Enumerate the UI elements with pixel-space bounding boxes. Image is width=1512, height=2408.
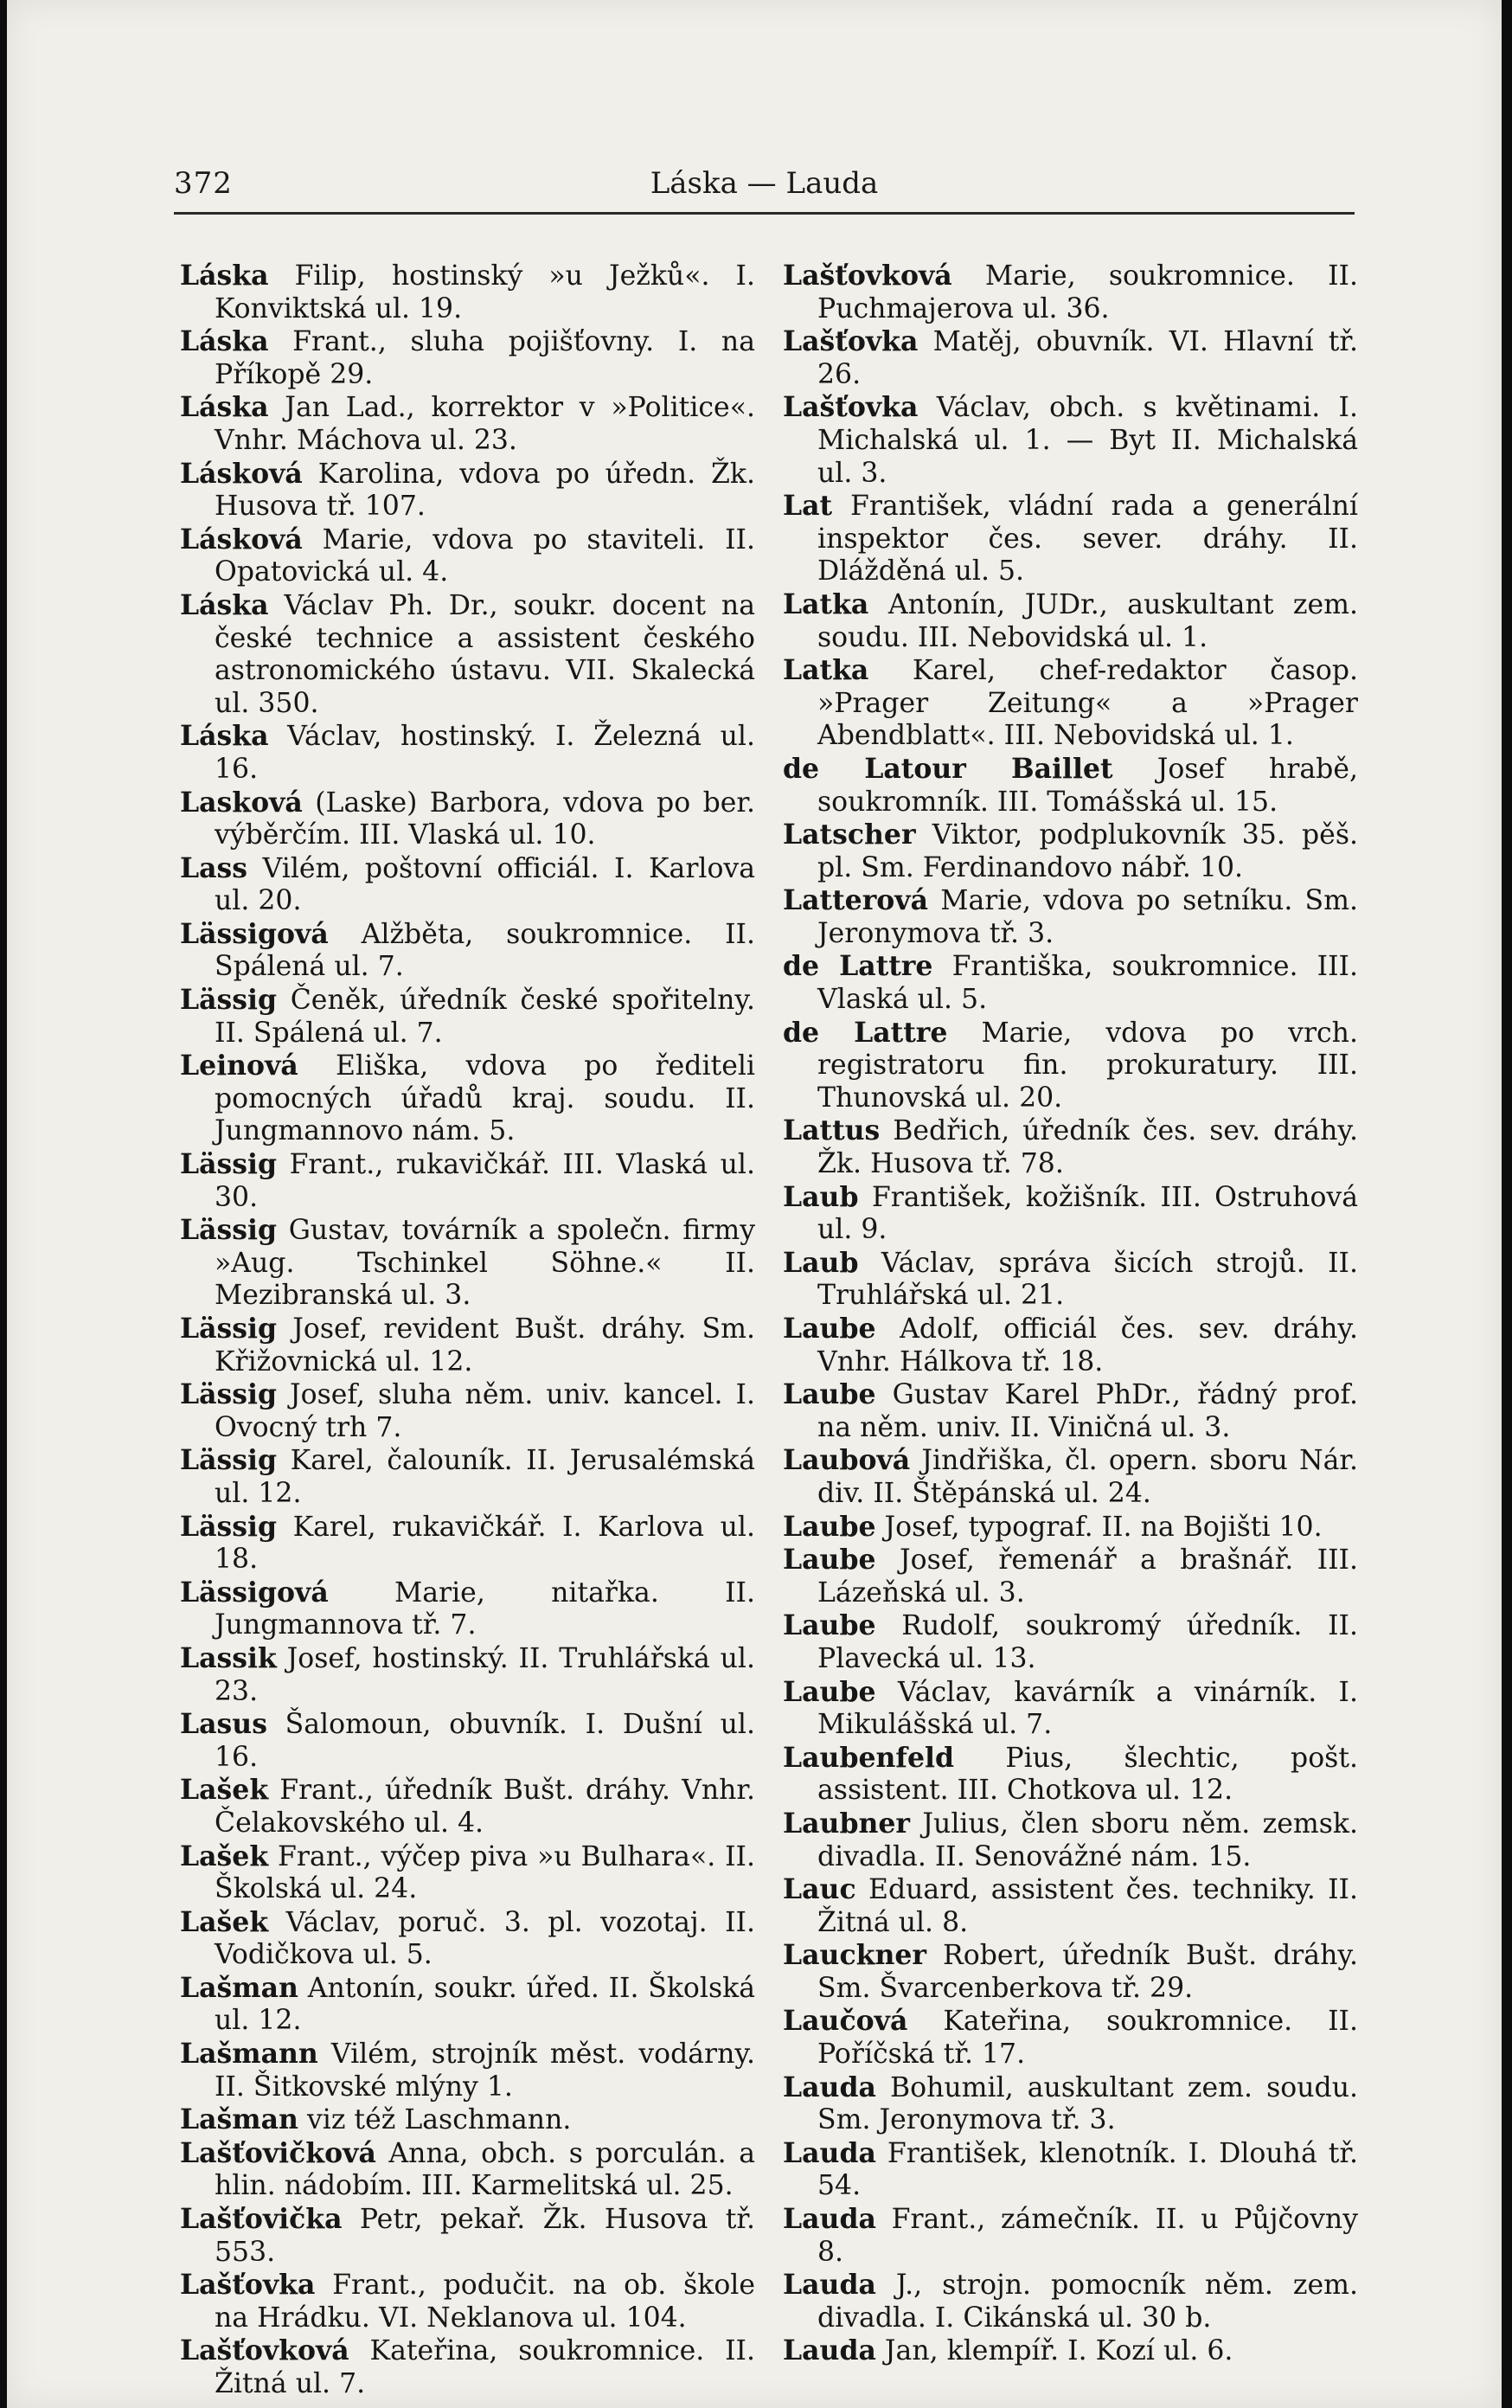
directory-entry xyxy=(180,787,755,852)
entry-details: František, vládní rada a generální inspektor čes. sever. dráhy. II. Dlážděná ul. 5. xyxy=(817,491,1358,588)
directory-entry xyxy=(180,2038,755,2103)
entry-details: Gustav Karel PhDr., řádný prof. na něm. univ. II. Viničná ul. 3. xyxy=(817,1379,1358,1443)
directory-entry xyxy=(180,1511,755,1576)
entry-surname: Laubová xyxy=(783,1444,911,1477)
entry-details: Marie, vdova po staviteli. II. Opatovická ul. 4. xyxy=(215,523,755,588)
directory-entry xyxy=(180,852,755,918)
directory-entry xyxy=(180,2334,755,2400)
entry-surname: Laub xyxy=(783,1246,859,1279)
directory-entry xyxy=(180,391,755,457)
entry-surname: Lassik xyxy=(180,1641,277,1674)
entry-details: Václav, správa šicích strojů. II. Truhlářská ul. 21. xyxy=(817,1247,1358,1312)
entry-details: Frant., podučit. na ob. škole na Hrádku. VI. Neklanova ul. 104. xyxy=(215,2270,755,2334)
directory-entry xyxy=(783,1808,1358,1873)
entry-details: Josef, sluha něm. univ. kancel. I. Ovocný trh 7. xyxy=(215,1379,755,1443)
directory-entry xyxy=(180,1378,755,1444)
entry-details: Antonín, soukr. úřed. II. Školská ul. 12. xyxy=(215,1972,755,2037)
entry-details: Adolf, officiál čes. sev. dráhy. Vnhr. Hálkova tř. 18. xyxy=(817,1313,1358,1377)
entry-surname: Lasková xyxy=(180,786,303,819)
entry-details: Frant., sluha pojišťovny. I. na Příkopě 29. xyxy=(215,326,755,390)
directory-entry xyxy=(783,1742,1358,1808)
entry-surname: Lašek xyxy=(180,1774,269,1807)
entry-surname: Lašmann xyxy=(180,2038,318,2071)
directory-entry xyxy=(180,1313,755,1378)
directory-entry xyxy=(180,2103,755,2137)
entry-surname: Lässig xyxy=(180,1378,278,1411)
entry-details: Alžběta, soukromnice. II. Spálená ul. 7. xyxy=(215,918,755,983)
directory-entry xyxy=(180,523,755,589)
entry-surname: Lauckner xyxy=(783,1939,927,1972)
left-column xyxy=(180,260,755,2401)
entry-surname: Laubner xyxy=(783,1807,911,1840)
entry-surname: Laub xyxy=(783,1180,859,1213)
directory-entry xyxy=(180,1576,755,1642)
entry-surname: Lašťovková xyxy=(783,260,952,292)
entry-surname: Lat xyxy=(783,490,833,523)
entry-details: Frant., zámečník. II. u Půjčovny 8. xyxy=(817,2204,1358,2268)
entry-surname: Lauc xyxy=(783,1873,856,1906)
directory-entry xyxy=(783,654,1358,753)
entry-details: Marie, soukromnice. II. Puchmajerova ul. 36. xyxy=(817,260,1358,324)
entry-surname: de Lattre xyxy=(783,1016,948,1049)
entry-details: Robert, úředník Bušt. dráhy. Sm. Švarcenberkova tř. 29. xyxy=(817,1940,1358,2004)
entry-surname: Lašťovičková xyxy=(180,2136,376,2169)
directory-entry xyxy=(180,2269,755,2334)
entry-surname: Lass xyxy=(180,851,248,884)
directory-entry xyxy=(783,884,1358,950)
entry-details: Marie, vdova po vrch. registratoru fin. prokuratury. III. Thunovská ul. 20. xyxy=(817,1017,1358,1114)
entry-details: Karel, čalouník. II. Jerusalémská ul. 12. xyxy=(215,1445,755,1509)
entry-surname: Laubenfeld xyxy=(783,1741,955,1774)
entry-details: Frant., výčep piva »u Bulhara«. II. Školská ul. 24. xyxy=(215,1840,755,1905)
directory-entry xyxy=(783,1017,1358,1115)
entry-surname: Lašťovka xyxy=(783,325,919,358)
directory-entry xyxy=(783,1511,1358,1544)
entry-surname: Lattus xyxy=(783,1114,881,1147)
entry-surname: Laučová xyxy=(783,2005,908,2038)
entry-surname: Lässig xyxy=(180,1214,278,1247)
entry-surname: de Latour Baillet xyxy=(783,752,1113,785)
entry-details: Antonín, JUDr., auskultant zem. soudu. III. Nebovidská ul. 1. xyxy=(817,588,1358,653)
entry-details: Eliška, vdova po řediteli pomocných úřadů kraj. soudu. II. Jungmannovo nám. 5. xyxy=(215,1050,755,1147)
directory-entry xyxy=(783,1544,1358,1609)
directory-entry xyxy=(180,720,755,786)
directory-entry xyxy=(180,260,755,325)
directory-entry xyxy=(180,1840,755,1906)
entry-surname: Láska xyxy=(180,325,269,358)
entry-surname: de Lattre xyxy=(783,950,933,983)
directory-entry xyxy=(783,1939,1358,2005)
entry-surname: Lásková xyxy=(180,457,303,490)
directory-entry xyxy=(180,2203,755,2269)
entry-surname: Lašťovička xyxy=(180,2203,343,2236)
entry-details: Šalomoun, obuvník. I. Dušní ul. 16. xyxy=(215,1709,755,1773)
entry-surname: Laube xyxy=(783,1609,876,1642)
entry-details: viz též Laschmann. xyxy=(298,2104,572,2136)
entry-details: Filip, hostinský »u Ježků«. I. Konviktská ul. 19. xyxy=(215,260,755,324)
directory-entry xyxy=(180,2137,755,2203)
entry-surname: Lässigová xyxy=(180,917,329,950)
entry-details: Kateřina, soukromnice. II. Poříčská tř. 17. xyxy=(817,2006,1358,2071)
entry-details: J., strojn. pomocník něm. zem. divadla. I. Cikánská ul. 30 b. xyxy=(817,2270,1358,2334)
directory-entry xyxy=(783,2334,1358,2368)
directory-entry xyxy=(783,2071,1358,2137)
directory-entry xyxy=(783,588,1358,654)
entry-surname: Latterová xyxy=(783,884,929,917)
entry-surname: Lässig xyxy=(180,984,278,1017)
entry-surname: Lässig xyxy=(180,1444,278,1477)
entry-details: František, klenotník. I. Dlouhá tř. 54. xyxy=(817,2137,1358,2202)
entry-details: Jindřiška, čl. opern. sboru Nár. div. II. Štěpánská ul. 24. xyxy=(817,1445,1358,1509)
entry-surname: Lašťovková xyxy=(180,2334,349,2367)
directory-entry xyxy=(783,1378,1358,1444)
entry-surname: Laube xyxy=(783,1510,876,1543)
directory-entry xyxy=(783,2005,1358,2071)
directory-entry xyxy=(180,1708,755,1774)
directory-entry xyxy=(783,1444,1358,1510)
entry-surname: Lauda xyxy=(783,2269,876,2302)
entry-surname: Latka xyxy=(783,654,869,687)
entry-surname: Láska xyxy=(180,720,269,753)
entry-surname: Lašman xyxy=(180,2103,298,2136)
entry-details: Kateřina, soukromnice. II. Žitná ul. 7. xyxy=(215,2335,755,2399)
entry-details: Karel, chef-redaktor časop. »Prager Zeitung« a »Prager Abendblatt«. III. Nebovidská ul. 1. xyxy=(817,655,1358,752)
directory-entry xyxy=(783,260,1358,325)
entry-surname: Lauda xyxy=(783,2071,876,2103)
page-header xyxy=(174,166,1355,209)
entry-details: Václav, kavárník a vinárník. I. Mikulášská ul. 7. xyxy=(817,1676,1358,1741)
entry-surname: Latscher xyxy=(783,819,916,851)
entry-details: František, kožišník. III. Ostruhová ul. 9. xyxy=(817,1181,1358,1246)
entry-surname: Lauda xyxy=(783,2334,876,2367)
entry-surname: Lašťovka xyxy=(783,391,919,424)
entry-details: Vilém, strojník měst. vodárny. II. Šitkovské mlýny 1. xyxy=(215,2039,755,2103)
entry-details: Josef, revident Bušt. dráhy. Sm. Křižovnická ul. 12. xyxy=(215,1313,755,1377)
entry-details: Václav, hostinský. I. Železná ul. 16. xyxy=(215,721,755,785)
entry-surname: Laube xyxy=(783,1675,876,1708)
entry-surname: Lašman xyxy=(180,1971,298,2004)
directory-entry xyxy=(783,2137,1358,2203)
directory-page xyxy=(7,0,1502,2408)
directory-entry xyxy=(783,1114,1358,1180)
directory-entry xyxy=(783,950,1358,1016)
entry-details: Václav, poruč. 3. pl. vozotaj. II. Vodičkova ul. 5. xyxy=(215,1906,755,1971)
page-number: 372 xyxy=(174,166,233,201)
directory-entry xyxy=(783,1676,1358,1742)
directory-entry xyxy=(783,753,1358,819)
entry-details: Gustav, továrník a společn. firmy »Aug. Tschinkel Söhne.« II. Mezibranská ul. 3. xyxy=(215,1215,755,1312)
directory-entry xyxy=(783,1247,1358,1313)
entry-surname: Laube xyxy=(783,1378,876,1411)
directory-entry xyxy=(180,1214,755,1313)
entry-details: Františka, soukromnice. III. Vlaská ul. 5. xyxy=(817,951,1358,1016)
entry-surname: Lašťovka xyxy=(180,2269,316,2302)
entry-details: Viktor, podplukovník 35. pěš. pl. Sm. Ferdinandovo nábř. 10. xyxy=(817,819,1358,883)
entry-surname: Lässig xyxy=(180,1313,278,1345)
entry-surname: Leinová xyxy=(180,1050,298,1082)
directory-entry xyxy=(180,1774,755,1840)
entry-details: Frant., úředník Bušt. dráhy. Vnhr. Čelakovského ul. 4. xyxy=(215,1775,755,1839)
entry-details: Václav Ph. Dr., soukr. docent na české technice a assistent českého astronomického ústavu. VII. Skalecká ul. 350. xyxy=(215,589,755,719)
entry-details: Václav, obch. s květinami. I. Michalská ul. 1. — Byt II. Michalská ul. 3. xyxy=(817,392,1358,489)
entry-surname: Lašek xyxy=(180,1905,269,1938)
entry-details: Matěj, obuvník. VI. Hlavní tř. 26. xyxy=(817,326,1358,390)
entry-details: Josef hrabě, soukromník. III. Tomášská ul. 15. xyxy=(817,753,1358,818)
entry-details: Bedřich, úředník čes. sev. dráhy. Žk. Husova tř. 78. xyxy=(817,1115,1358,1180)
directory-entry xyxy=(783,819,1358,884)
entry-details: Eduard, assistent čes. techniky. II. Žitná ul. 8. xyxy=(817,1874,1358,1938)
entry-details: Petr, pekař. Žk. Husova tř. 553. xyxy=(215,2204,755,2268)
directory-entry xyxy=(783,325,1358,391)
running-head: Láska — Lauda xyxy=(650,166,879,201)
entry-surname: Lauda xyxy=(783,2203,876,2236)
directory-entry xyxy=(180,984,755,1050)
entry-details: Josef, řemenář a brašnář. III. Lázeňská ul. 3. xyxy=(817,1544,1358,1609)
entry-details: Josef, hostinský. II. Truhlářská ul. 23. xyxy=(215,1642,755,1707)
directory-entry xyxy=(180,918,755,984)
entry-details: Anna, obch. s porculán. a hlin. nádobím. III. Karmelitská ul. 25. xyxy=(215,2137,755,2202)
entry-details: Frant., rukavičkář. III. Vlaská ul. 30. xyxy=(215,1149,755,1213)
directory-entry xyxy=(783,490,1358,588)
directory-entry xyxy=(180,1642,755,1708)
entry-surname: Lässig xyxy=(180,1148,278,1181)
entry-details: Bohumil, auskultant zem. soudu. Sm. Jeronymova tř. 3. xyxy=(817,2071,1358,2136)
entry-details: Josef, typograf. II. na Bojišti 10. xyxy=(875,1511,1323,1543)
entry-surname: Láska xyxy=(180,391,269,424)
directory-entry xyxy=(783,1313,1358,1378)
entry-details: Jan, klempíř. I. Kozí ul. 6. xyxy=(875,2335,1233,2367)
entry-surname: Lauda xyxy=(783,2136,876,2169)
entry-surname: Laube xyxy=(783,1544,876,1576)
directory-entry xyxy=(180,1148,755,1214)
directory-entry xyxy=(783,2269,1358,2334)
directory-entry xyxy=(783,1873,1358,1939)
directory-entry xyxy=(783,2203,1358,2269)
directory-entry xyxy=(783,391,1358,490)
directory-entry xyxy=(180,1050,755,1148)
entry-details: Rudolf, soukromý úředník. II. Plavecká ul. 13. xyxy=(817,1610,1358,1674)
entry-details: Marie, nitařka. II. Jungmannova tř. 7. xyxy=(215,1576,755,1641)
entry-details: Karolina, vdova po úředn. Žk. Husova tř. 107. xyxy=(215,458,755,523)
entry-details: (Laske) Barbora, vdova po ber. výběrčím. III. Vlaská ul. 10. xyxy=(215,787,755,851)
entry-details: Jan Lad., korrektor v »Politice«. Vnhr. Máchova ul. 23. xyxy=(215,392,755,456)
entry-surname: Lásková xyxy=(180,523,303,555)
entry-details: Karel, rukavičkář. I. Karlova ul. 18. xyxy=(215,1511,755,1576)
header-rule xyxy=(174,212,1355,215)
entry-details: Marie, vdova po setníku. Sm. Jeronymova tř. 3. xyxy=(817,885,1358,949)
entry-details: Julius, člen sboru něm. zemsk. divadla. II. Senovážné nám. 15. xyxy=(817,1808,1358,1872)
entry-surname: Láska xyxy=(180,260,269,292)
entry-details: Vilém, poštovní officiál. I. Karlova ul. 20. xyxy=(215,852,755,917)
directory-entry xyxy=(180,1972,755,2038)
entry-surname: Lasus xyxy=(180,1708,267,1741)
directory-entry xyxy=(783,1181,1358,1247)
entry-surname: Latka xyxy=(783,588,869,620)
entry-details: Čeněk, úředník české spořitelny. II. Spálená ul. 7. xyxy=(215,985,755,1049)
directory-entry xyxy=(180,589,755,720)
entry-surname: Lašek xyxy=(180,1840,269,1872)
entry-surname: Lässig xyxy=(180,1510,278,1543)
entry-surname: Laube xyxy=(783,1313,876,1345)
directory-entry xyxy=(180,1906,755,1972)
entry-surname: Lässigová xyxy=(180,1576,329,1609)
directory-entry xyxy=(783,1609,1358,1675)
entry-surname: Láska xyxy=(180,588,269,621)
directory-entry xyxy=(180,1444,755,1510)
directory-entry xyxy=(180,325,755,391)
right-column xyxy=(783,260,1358,2368)
entry-details: Pius, šlechtic, pošt. assistent. III. Chotkova ul. 12. xyxy=(817,1742,1358,1807)
directory-entry xyxy=(180,458,755,523)
